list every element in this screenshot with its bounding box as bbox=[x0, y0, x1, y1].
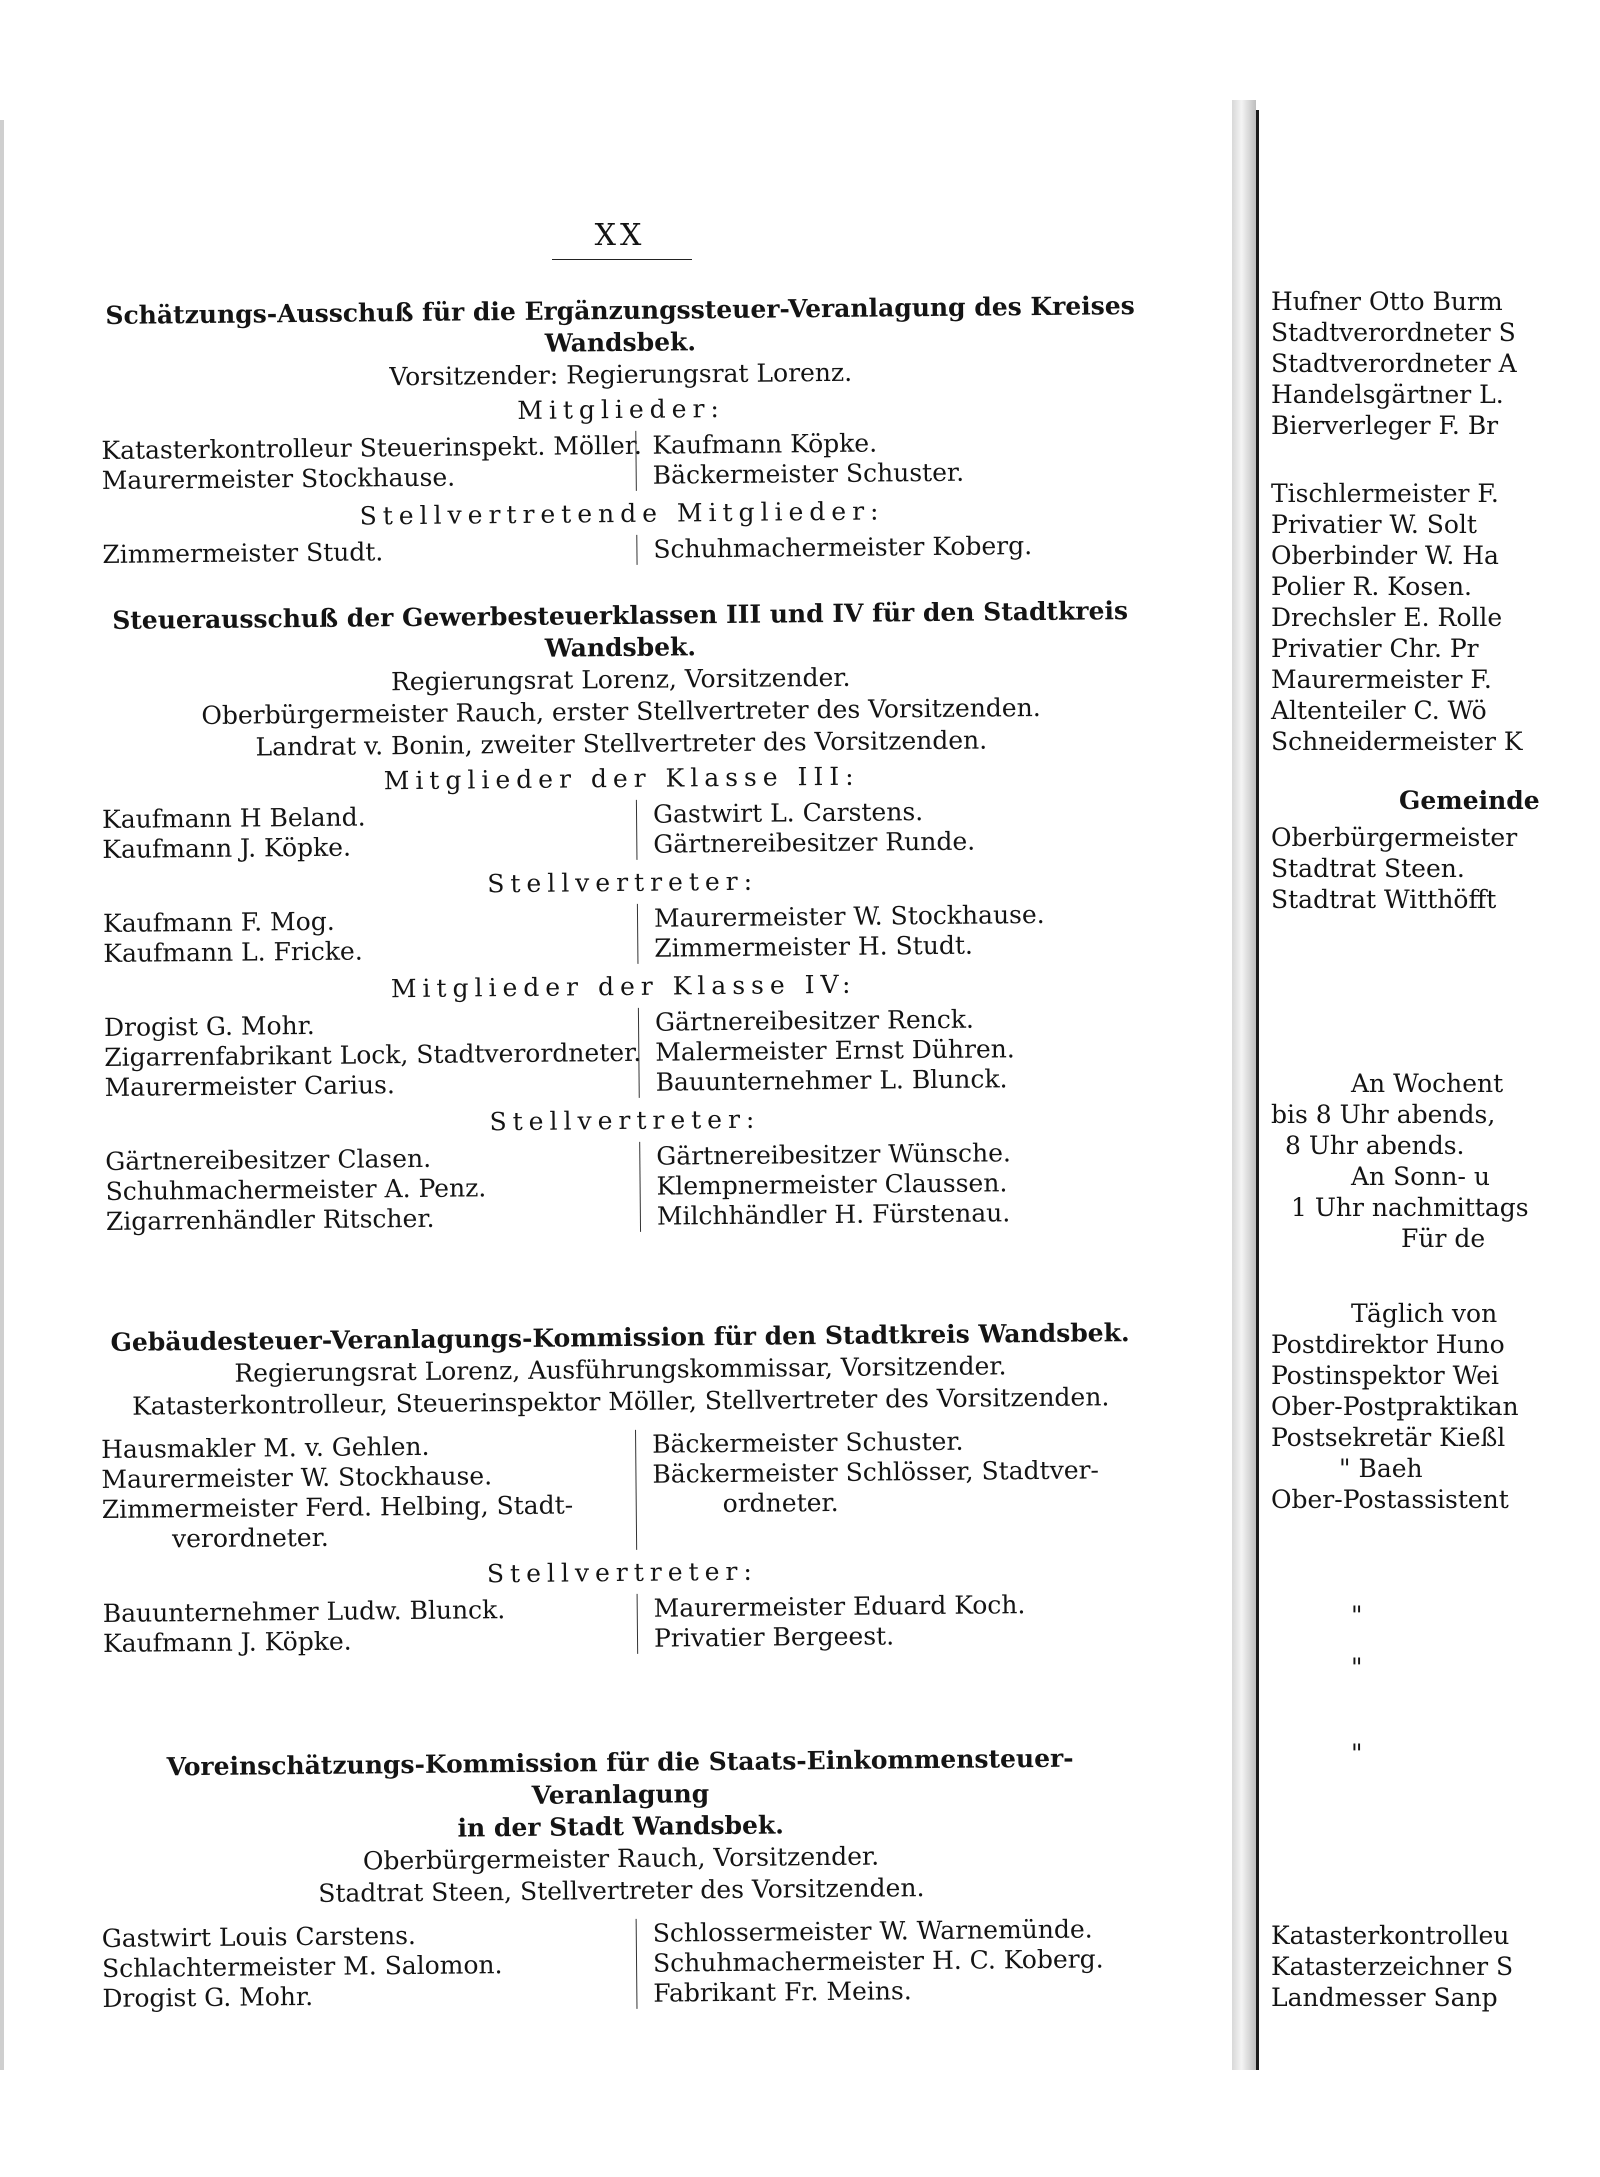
bottom-margin bbox=[0, 2070, 1600, 2177]
member-entry: Schuhmachermeister H. C. Koberg. bbox=[652, 1944, 1104, 1978]
member-entry: ordneter. bbox=[722, 1487, 839, 1519]
group-label: Stellvertreter: bbox=[487, 866, 759, 899]
right-line: Privatier W. Solt bbox=[1271, 510, 1477, 539]
right-line: Altenteiler C. Wö bbox=[1271, 696, 1487, 725]
member-entry: Kaufmann F. Mog. bbox=[102, 906, 335, 938]
member-entry: Bäckermeister Schuster. bbox=[652, 457, 965, 490]
top-margin bbox=[0, 0, 1600, 120]
member-entry: Gastwirt L. Carstens. bbox=[652, 797, 924, 829]
right-column bbox=[638, 1004, 1015, 1098]
left-page-edge bbox=[0, 120, 4, 2070]
left-column bbox=[101, 430, 643, 496]
member-entry: Schlachtermeister M. Salomon. bbox=[101, 1950, 503, 1983]
right-line: Landmesser Sanp bbox=[1271, 1983, 1498, 2012]
section-ergaenzungssteuer bbox=[100, 290, 1143, 576]
member-entry: Kaufmann J. Köpke. bbox=[102, 1626, 352, 1658]
member-entry: Malermeister Ernst Dühren. bbox=[655, 1034, 1015, 1067]
member-entry: Klempnermeister Claussen. bbox=[656, 1168, 1008, 1201]
member-entry: Schuhmachermeister A. Penz. bbox=[105, 1173, 487, 1206]
right-line: 8 Uhr abends. bbox=[1285, 1131, 1465, 1160]
right-line: Ober-Postassistent bbox=[1271, 1485, 1509, 1514]
section-title: Gebäudesteuer-Veranlagungs-Kommission für den Stadtkreis Wandsbek. bbox=[110, 1318, 1130, 1357]
member-entry: Kaufmann H Beland. bbox=[101, 802, 366, 834]
right-line: Postinspektor Wei bbox=[1271, 1361, 1500, 1390]
right-line: 1 Uhr nachmittags bbox=[1291, 1193, 1529, 1222]
member-entry: Kaufmann L. Fricke. bbox=[103, 936, 363, 968]
right-line: Oberbürgermeister bbox=[1271, 823, 1518, 852]
group-label: Stellvertreter: bbox=[489, 1104, 761, 1137]
members-columns bbox=[101, 1425, 1142, 1555]
members-columns bbox=[103, 1589, 1144, 1659]
left-column bbox=[103, 1008, 642, 1103]
left-column bbox=[103, 1594, 638, 1659]
right-line: Ober-Postpraktikan bbox=[1271, 1392, 1519, 1421]
right-line: Stadtrat Steen. bbox=[1271, 854, 1465, 883]
member-entry: Privatier Bergeest. bbox=[653, 1621, 895, 1653]
right-line: Für de bbox=[1401, 1224, 1486, 1253]
ditto-mark: " bbox=[1351, 1739, 1363, 1768]
right-line: Stadtrat Witthöfft bbox=[1271, 885, 1497, 914]
right-line: bis 8 Uhr abends, bbox=[1271, 1100, 1496, 1129]
member-entry: Zimmermeister Studt. bbox=[102, 537, 384, 569]
right-line: Oberbinder W. Ha bbox=[1271, 541, 1499, 570]
right-line: Katasterkontrolleu bbox=[1271, 1921, 1510, 1950]
left-column bbox=[102, 535, 636, 570]
section-subtitle: Regierungsrat Lorenz, Ausführungskommissar, Vorsitzender. bbox=[234, 1351, 1007, 1388]
section-gebaeudesteuer bbox=[100, 1317, 1143, 1665]
section-title: Steuerausschuß der Gewerbesteuerklassen III und IV für den Stadtkreis Wandsbek. bbox=[112, 596, 1129, 663]
member-entry: Schlossermeister W. Warnemünde. bbox=[652, 1914, 1093, 1948]
section-subtitle: Vorsitzender: Regierungsrat Lorenz. bbox=[389, 357, 853, 392]
right-ditto-marks bbox=[1351, 1590, 1600, 1780]
member-entry: Bauunternehmer L. Blunck. bbox=[655, 1064, 1008, 1097]
ditto-mark: " bbox=[1351, 1653, 1363, 1682]
section-subtitle: Oberbürgermeister Rauch, erster Stellvertreter des Vorsitzenden. bbox=[201, 692, 1041, 731]
section-title: Schätzungs-Ausschuß für die Ergänzungssteuer-Veranlagung des Kreises Wandsbek. bbox=[105, 291, 1135, 358]
right-block-6 bbox=[1271, 1920, 1600, 2013]
ditto-mark: " bbox=[1351, 1601, 1363, 1630]
member-entry: Kaufmann Köpke. bbox=[652, 428, 878, 460]
right-line: Privatier Chr. Pr bbox=[1271, 634, 1479, 663]
right-line: Postsekretär Kießl bbox=[1271, 1423, 1506, 1452]
right-line: " Baeh bbox=[1339, 1454, 1423, 1483]
member-entry: Gärtnereibesitzer Wünsche. bbox=[656, 1138, 1012, 1171]
left-column bbox=[101, 1430, 636, 1555]
right-line: Polier R. Kosen. bbox=[1271, 572, 1472, 601]
page-number: XX bbox=[594, 218, 646, 253]
right-block-3 bbox=[1271, 822, 1600, 915]
right-column bbox=[636, 1914, 1104, 2008]
members-columns bbox=[102, 795, 1143, 865]
page-number-rule bbox=[552, 259, 692, 260]
right-line: Täglich von bbox=[1351, 1299, 1498, 1328]
members-columns bbox=[104, 1003, 1145, 1103]
section-title-continued: in der Stadt Wandsbek. bbox=[457, 1810, 785, 1843]
member-entry: Gastwirt Louis Carstens. bbox=[101, 1920, 417, 1953]
member-entry: Fabrikant Fr. Meins. bbox=[653, 1976, 912, 2008]
section-title: Voreinschätzungs-Kommission für die Staats-Einkommensteuer-Veranlagung bbox=[166, 1743, 1074, 1810]
right-line: Hufner Otto Burm bbox=[1271, 287, 1503, 316]
group-label: Mitglieder der Klasse IV: bbox=[390, 969, 857, 1004]
section-subtitle: Katasterkontrolleur, Steuerinspektor Möller, Stellvertreter des Vorsitzenden. bbox=[132, 1382, 1110, 1421]
left-column bbox=[105, 1142, 640, 1237]
section-subtitle: Regierungsrat Lorenz, Vorsitzender. bbox=[390, 662, 851, 697]
member-entry: Zigarrenfabrikant Lock, Stadtverordneter. bbox=[104, 1037, 642, 1072]
section-subtitle: Landrat v. Bonin, zweiter Stellvertreter des Vorsitzenden. bbox=[255, 725, 988, 762]
member-entry: Maurermeister Eduard Koch. bbox=[653, 1590, 1026, 1623]
member-entry: Maurermeister W. Stockhause. bbox=[653, 899, 1045, 933]
section-subtitle: Oberbürgermeister Rauch, Vorsitzender. bbox=[362, 1841, 880, 1876]
section-subtitle: Stadtrat Steen, Stellvertreter des Vorsitzenden. bbox=[318, 1873, 925, 1908]
right-column bbox=[637, 900, 1045, 964]
member-entry: Schuhmachermeister Koberg. bbox=[653, 531, 1033, 564]
group-label: Mitglieder: bbox=[517, 394, 726, 425]
group-label: Stellvertreter: bbox=[486, 1556, 758, 1589]
members-columns bbox=[102, 1914, 1143, 2014]
right-block-4 bbox=[1271, 1068, 1600, 1254]
member-entry: Bäckermeister Schlösser, Stadtver- bbox=[652, 1455, 1100, 1489]
book-spine bbox=[1232, 100, 1256, 2100]
right-line: Stadtverordneter A bbox=[1271, 349, 1517, 378]
right-block-2 bbox=[1271, 478, 1600, 757]
left-column bbox=[103, 904, 638, 969]
member-entry: Kaufmann J. Köpke. bbox=[102, 832, 352, 864]
right-block-1 bbox=[1271, 286, 1600, 441]
member-entry: Drogist G. Mohr. bbox=[102, 1981, 314, 2013]
member-entry: Gärtnereibesitzer Renck. bbox=[654, 1004, 975, 1037]
right-line: Katasterzeichner S bbox=[1271, 1952, 1514, 1981]
left-column bbox=[102, 1919, 637, 2014]
group-label: Mitglieder der Klasse III: bbox=[383, 761, 860, 796]
member-entry: Hausmakler M. v. Gehlen. bbox=[101, 1431, 430, 1464]
section-voreinschaetzung bbox=[100, 1742, 1143, 2020]
right-block-5 bbox=[1271, 1298, 1600, 1515]
right-line: Maurermeister F. bbox=[1271, 665, 1492, 694]
right-column bbox=[635, 1425, 1100, 1549]
members-columns bbox=[105, 1137, 1146, 1237]
members-columns bbox=[103, 899, 1144, 969]
member-entry: Bäckermeister Schuster. bbox=[652, 1426, 964, 1459]
right-heading: Gemeinde bbox=[1399, 786, 1540, 815]
right-column bbox=[636, 797, 975, 860]
section-gewerbesteuer bbox=[100, 595, 1146, 1243]
right-line: Bierverleger F. Br bbox=[1271, 411, 1499, 440]
left-column bbox=[102, 800, 637, 865]
right-line: An Wochent bbox=[1351, 1069, 1504, 1098]
right-line: An Sonn- u bbox=[1351, 1162, 1490, 1191]
member-entry: Maurermeister Carius. bbox=[104, 1070, 395, 1102]
member-entry: Drogist G. Mohr. bbox=[103, 1010, 315, 1042]
member-entry: Katasterkontrolleur Steuerinspekt. Möller. bbox=[101, 430, 643, 465]
member-entry: Bauunternehmer Ludw. Blunck. bbox=[102, 1595, 506, 1628]
right-line: Schneidermeister K bbox=[1271, 727, 1523, 756]
member-entry: Gärtnereibesitzer Clasen. bbox=[105, 1143, 432, 1176]
right-column bbox=[637, 1590, 1026, 1654]
members-columns bbox=[102, 530, 1142, 570]
right-line: Stadtverordneter S bbox=[1271, 318, 1516, 347]
member-entry: Zigarrenhändler Ritscher. bbox=[105, 1203, 435, 1236]
right-line: Postdirektor Huno bbox=[1271, 1330, 1505, 1359]
member-entry: Maurermeister W. Stockhause. bbox=[101, 1461, 493, 1494]
member-entry: Gärtnereibesitzer Runde. bbox=[653, 826, 976, 859]
right-line: Handelsgärtner L. bbox=[1271, 380, 1504, 409]
member-entry: Milchhändler H. Fürstenau. bbox=[656, 1198, 1011, 1231]
right-column bbox=[636, 531, 1032, 565]
member-entry: Zimmermeister Ferd. Helbing, Stadt- bbox=[101, 1490, 574, 1524]
member-entry: Zimmermeister H. Studt. bbox=[654, 930, 974, 963]
right-line: Tischlermeister F. bbox=[1271, 479, 1499, 508]
right-column bbox=[639, 1138, 1011, 1232]
right-page-cropped bbox=[1256, 110, 1600, 2080]
group-label: Stellvertretende Mitglieder: bbox=[359, 496, 885, 531]
members-columns bbox=[101, 426, 1142, 496]
member-entry: Maurermeister Stockhause. bbox=[101, 462, 456, 495]
member-entry: verordneter. bbox=[171, 1522, 329, 1554]
right-line: Drechsler E. Rolle bbox=[1271, 603, 1503, 632]
right-column bbox=[635, 428, 964, 491]
